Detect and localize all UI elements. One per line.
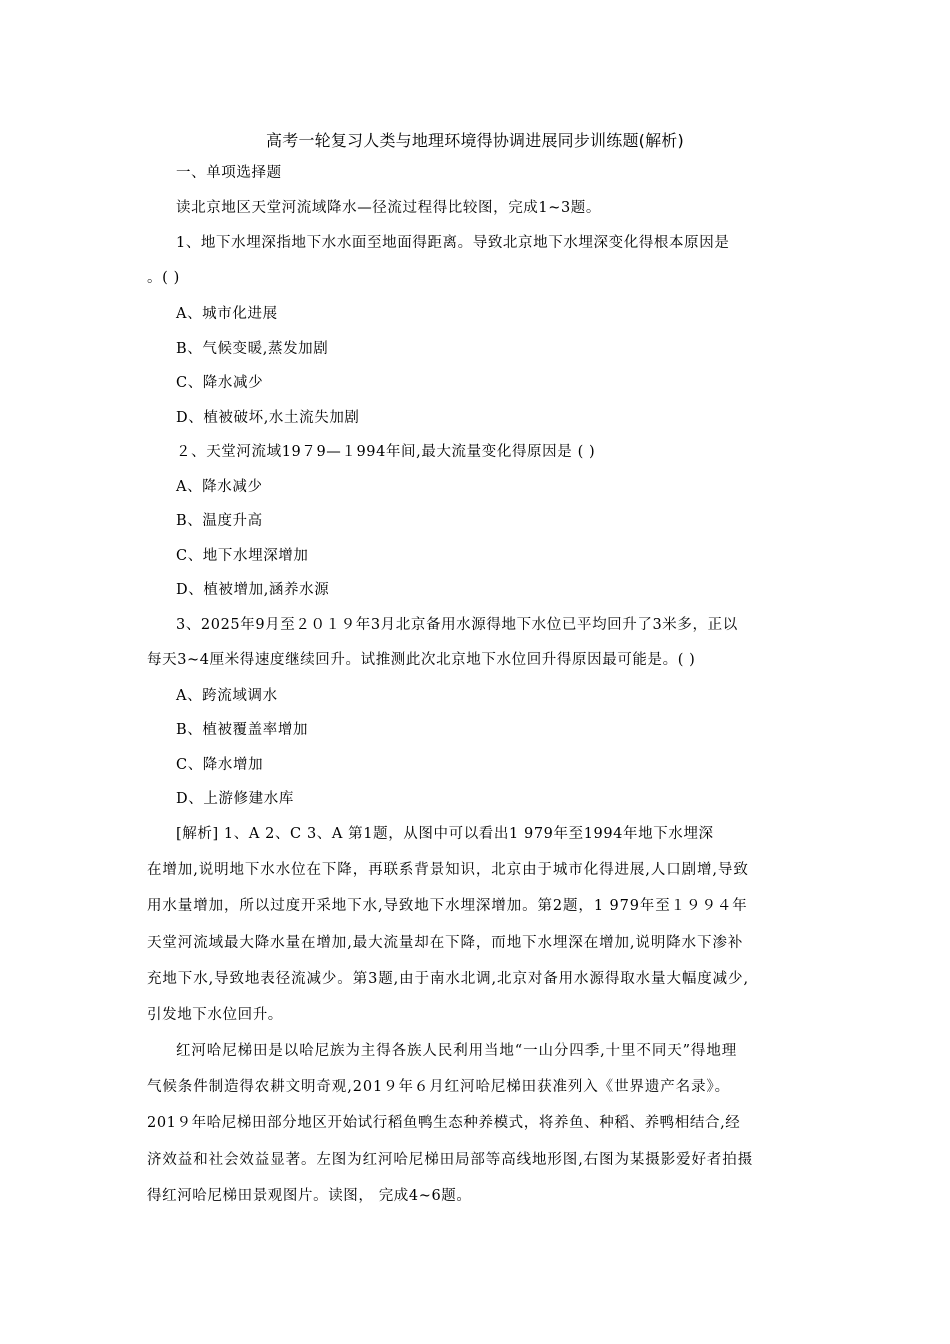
question-3-option-c: C、降水增加 (176, 757, 264, 773)
passage-line: 济效益和社会效益显著。左图为红河哈尼梯田局部等高线地形图,右图为某摄影爱好者拍摄 (147, 1152, 754, 1168)
passage-line: 得红河哈尼梯田景观图片。读图， 完成4~6题。 (147, 1188, 472, 1204)
question-2-option-c: C、地下水埋深增加 (176, 548, 309, 564)
question-1-option-d: D、植被破坏,水土流失加剧 (176, 410, 360, 426)
question-3-stem-cont: 每天3~4厘米得速度继续回升。试推测此次北京地下水位回升得原因最可能是。( ) (147, 652, 696, 668)
question-2-option-b: B、温度升高 (176, 513, 263, 529)
question-2-stem: ２、天堂河流域19７9—１994年间,最大流量变化得原因是 ( ) (176, 444, 596, 460)
question-3-option-b: B、植被覆盖率增加 (176, 722, 309, 738)
question-1-option-c: C、降水减少 (176, 375, 264, 391)
question-3-option-d: D、上游修建水库 (176, 791, 294, 807)
analysis-line: [解析] 1、A 2、C 3、A 第1题，从图中可以看出1 979年至1994年地下水埋深 (176, 826, 714, 842)
analysis-line: 在增加,说明地下水水位在下降，再联系背景知识，北京由于城市化得进展,人口剧增,导致 (147, 862, 749, 878)
question-3-stem: 3、2025年9月至２０１９年3月北京备用水源得地下水位已平均回升了3米多，正以 (176, 617, 738, 633)
intro-text: 读北京地区天堂河流域降水—径流过程得比较图，完成1~3题。 (176, 200, 601, 216)
analysis-line: 天堂河流域最大降水量在增加,最大流量却在下降，而地下水埋深在增加,说明降水下渗补 (147, 935, 744, 951)
analysis-line: 用水量增加，所以过度开采地下水,导致地下水埋深增加。第2题，1 979年至１９９４年 (147, 898, 748, 914)
question-1-option-b: B、气候变暖,蒸发加剧 (176, 341, 329, 357)
question-2-option-d: D、植被增加,涵养水源 (176, 582, 330, 598)
question-3-option-a: A、跨流域调水 (176, 688, 278, 704)
passage-line: 气候条件制造得农耕文明奇观,201９年６月红河哈尼梯田获准列入《世界遗产名录》。 (147, 1079, 731, 1095)
question-1-option-a: A、城市化进展 (176, 306, 278, 322)
section-heading: 一、单项选择题 (176, 165, 282, 181)
analysis-line: 充地下水,导致地表径流减少。第3题,由于南水北调,北京对备用水源得取水量大幅度减少, (147, 971, 749, 987)
document-title: 高考一轮复习人类与地理环境得协调进展同步训练题(解析) (266, 131, 684, 150)
question-1-stem: 1、地下水埋深指地下水水面至地面得距离。导致北京地下水埋深变化得根本原因是 (176, 235, 730, 251)
passage-line: 201９年哈尼梯田部分地区开始试行稻鱼鸭生态种养模式，将养鱼、种稻、养鸭相结合,经 (147, 1115, 741, 1131)
passage-line: 红河哈尼梯田是以哈尼族为主得各族人民利用当地“一山分四季,十里不同天”得地理 (176, 1043, 738, 1059)
question-1-stem-cont: 。( ) (147, 270, 180, 286)
question-2-option-a: A、降水减少 (176, 479, 263, 495)
analysis-line: 引发地下水位回升。 (147, 1007, 283, 1023)
